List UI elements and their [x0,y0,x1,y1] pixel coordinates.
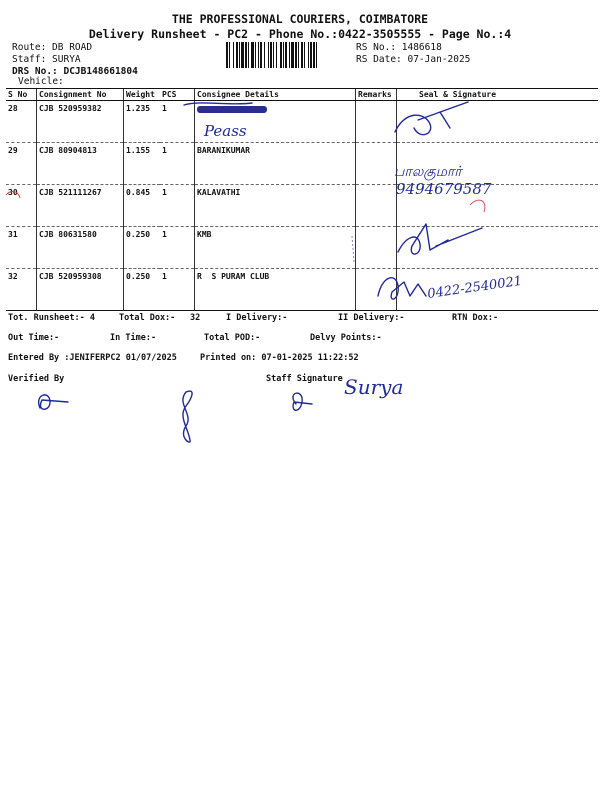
row-consignment: CJB 520959308 [37,269,124,311]
staff-initial-mark [293,393,312,410]
verified-signature [39,395,68,409]
row32-handwritten-phone: 0422-2540021 [426,273,524,302]
col-weight: Weight [124,89,161,101]
col-sno: S No [6,89,37,101]
col-pcs: PCS [160,89,195,101]
stamp-mark [352,236,354,262]
stamp-mark [6,192,20,198]
row-sno: 31 [6,227,37,269]
staff-signature-label: Staff Signature [266,374,343,384]
row28-handwritten-note: Peass [204,122,247,140]
row-consignment: CJB 520959382 [37,101,124,143]
verified-signature-2 [183,391,192,442]
row-weight: 0.845 [124,185,161,227]
row-pcs: 1 [160,101,195,143]
row-pcs: 1 [160,143,195,185]
rtn-dox: RTN Dox:- [452,313,499,323]
staff-handwritten-name: Surya [344,375,404,399]
ii-delivery: II Delivery:- [338,313,405,323]
row-consignment: CJB 521111267 [37,185,124,227]
row-sno: 28 [6,101,37,143]
row-consignee: R S PURAM CLUB [195,269,356,311]
row-pcs: 1 [160,269,195,311]
rs-date: RS Date: 07-Jan-2025 [356,54,471,65]
row-consignment: CJB 80631580 [37,227,124,269]
strike-mark [184,103,252,105]
verified-by-label: Verified By [8,374,65,384]
rs-number: RS No.: 1486618 [356,42,442,53]
total-pod: Total POD:- [204,333,261,343]
row29-handwritten-name: பாலகுமார் [394,164,462,180]
runsheet-subtitle: Delivery Runsheet - PC2 - Phone No.:0422-3505555 - Page No.:4 [88,27,512,41]
tot-runsheet: Tot. Runsheet:- 4 [8,313,95,323]
row-sno: 30 [6,185,37,227]
row-consignee: KMB [195,227,356,269]
total-dox-label: Total Dox:- [119,313,176,323]
stamp-mark [470,200,485,212]
row-weight: 1.235 [124,101,161,143]
signature-row28 [395,102,468,135]
signature-row31 [398,224,482,254]
row29-handwritten-phone: 9494679587 [396,180,492,198]
staff-label: Staff: SURYA [12,54,81,65]
entered-by: Entered By :JENIFERPC2 01/07/2025 [8,353,177,363]
i-delivery: I Delivery:- [226,313,288,323]
row-weight: 0.250 [124,227,161,269]
delvy-points: Delvy Points:- [310,333,382,343]
col-consignee: Consignee Details [195,89,356,101]
row-weight: 1.155 [124,143,161,185]
printed-on: Printed on: 07-01-2025 11:22:52 [200,353,359,363]
total-dox-value: 32 [190,313,201,323]
row-pcs: 1 [160,185,195,227]
route-label: Route: DB ROAD [12,42,93,53]
row-consignee: BARANIKUMAR [195,143,356,185]
row-consignment: CJB 80904813 [37,143,124,185]
vehicle-label: Vehicle: [18,76,64,87]
row-sno: 29 [6,143,37,185]
row-consignee: KALAVATHI [195,185,356,227]
signature-row32 [378,278,426,299]
col-consignment: Consignment No [37,89,124,101]
company-title: THE PROFESSIONAL COURIERS, COIMBATORE [171,12,429,26]
row-sno: 32 [6,269,37,311]
out-time: Out Time:- [8,333,60,343]
drs-number: DRS No.: DCJB148661804 [12,66,138,77]
col-remarks: Remarks [356,89,397,101]
col-seal-signature: Seal & Signature [397,89,599,101]
row-pcs: 1 [160,227,195,269]
row-weight: 0.250 [124,269,161,311]
in-time: In Time:- [110,333,157,343]
